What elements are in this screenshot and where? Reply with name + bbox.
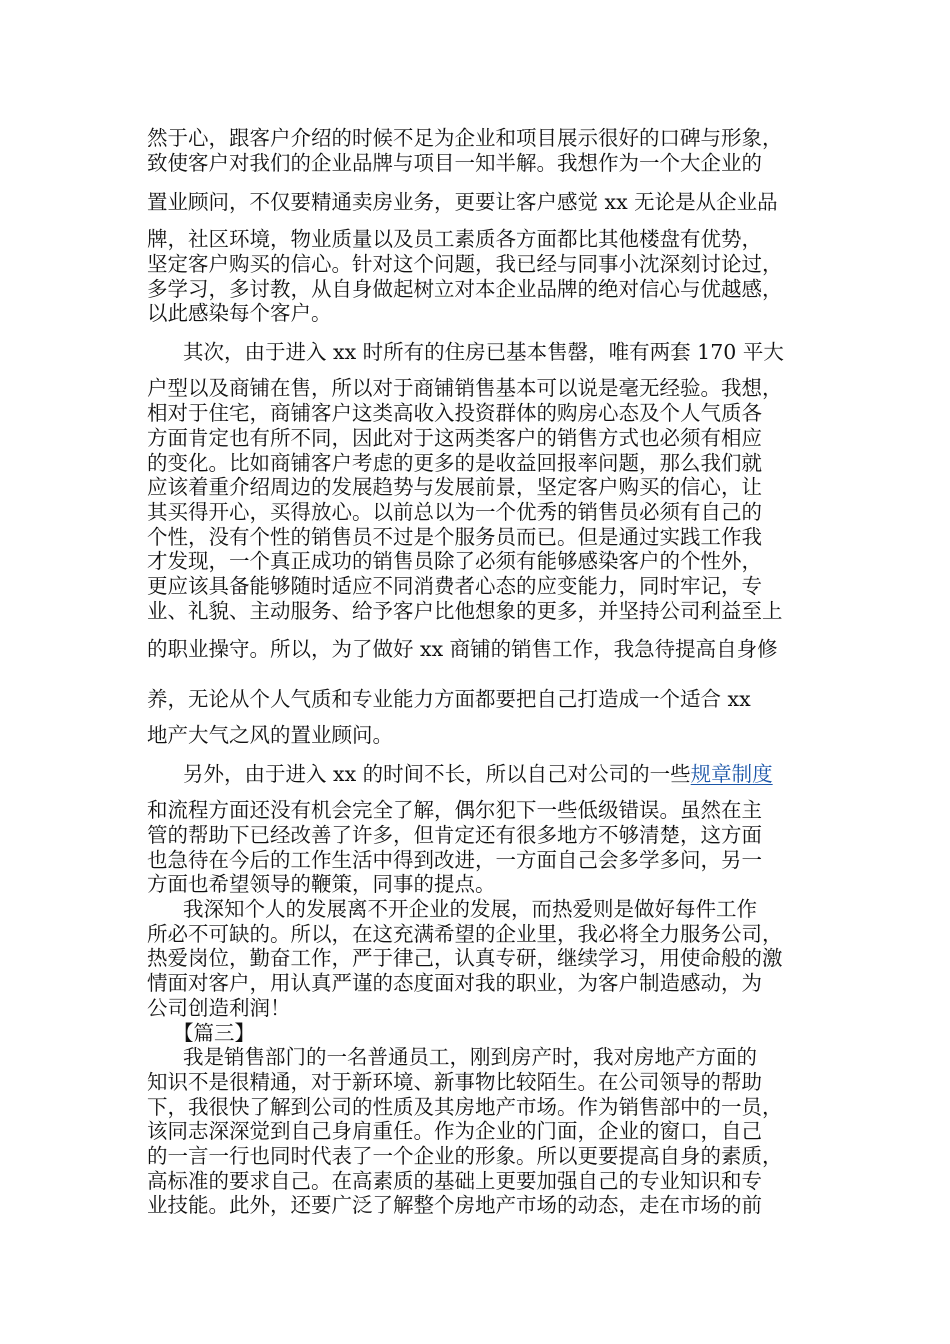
text-line: 牌，社区环境，物业质量以及员工素质各方面都比其他楼盘有优势， xyxy=(147,227,762,251)
text-line xyxy=(0,759,950,789)
text-line: 其买得开心，买得放心。以前总以为一个优秀的销售员必须有自己的 xyxy=(147,500,762,524)
text-line-start: 另外，由于进入 xx 的时间不长，所以自己对公司的一些 xyxy=(183,762,691,786)
text-line: 更应该具备能够随时适应不同消费者心态的应变能力，同时牢记，专 xyxy=(147,574,762,598)
text-line: 公司创造利润！ xyxy=(147,996,291,1020)
text-line: 高标准的要求自己。在高素质的基础上更要加强自己的专业知识和专 xyxy=(147,1169,762,1193)
text-line: 的职业操守。所以，为了做好 xx 商铺的销售工作，我急待提高自身修 xyxy=(147,637,778,661)
text-line: 下，我很快了解到公司的性质及其房地产市场。作为销售部中的一员， xyxy=(147,1095,783,1119)
text-line: 的一言一行也同时代表了一个企业的形象。所以更要提高自身的素质， xyxy=(147,1144,783,1168)
text-line: 方面也希望领导的鞭策，同事的提点。 xyxy=(147,872,496,896)
text-line: 致使客户对我们的企业品牌与项目一知半解。我想作为一个大企业的 xyxy=(147,151,762,175)
text-line: 我深知个人的发展离不开企业的发展，而热爱则是做好每件工作 xyxy=(183,897,757,921)
section-heading: 【篇三】 xyxy=(173,1021,255,1045)
text-line: 管的帮助下已经改善了许多，但肯定还有很多地方不够清楚，这方面 xyxy=(147,823,762,847)
text-line: 相对于住宅，商铺客户这类高收入投资群体的购房心态及个人气质各 xyxy=(147,401,762,425)
text-line: 方面肯定也有所不同，因此对于这两类客户的销售方式也必须有相应 xyxy=(147,426,762,450)
text-line: 然于心，跟客户介绍的时候不足为企业和项目展示很好的口碑与形象， xyxy=(147,126,783,150)
text-line: 以此感染每个客户。 xyxy=(147,301,332,325)
text-line: 地产大气之风的置业顾问。 xyxy=(147,723,393,747)
text-line: 业技能。此外，还要广泛了解整个房地产市场的动态，走在市场的前 xyxy=(147,1193,762,1217)
text-line: 热爱岗位，勤奋工作，严于律己，认真专研，继续学习，用使命般的激 xyxy=(147,946,783,970)
text-line: 户型以及商铺在售，所以对于商铺销售基本可以说是毫无经验。我想， xyxy=(147,376,783,400)
text-line: 其次，由于进入 xx 时所有的住房已基本售罄，唯有两套 170 平大 xyxy=(183,340,784,364)
text-line: 所必不可缺的。所以，在这充满希望的企业里，我必将全力服务公司， xyxy=(147,922,783,946)
text-line: 置业顾问，不仅要精通卖房业务，更要让客户感觉 xx 无论是从企业品 xyxy=(147,190,778,214)
text-line: 情面对客户，用认真严谨的态度面对我的职业，为客户制造感动，为 xyxy=(147,971,762,995)
text-line: 养，无论从个人气质和专业能力方面都要把自己打造成一个适合 xx xyxy=(147,687,751,711)
text-line: 才发现，一个真正成功的销售员除了必须有能够感染客户的个性外， xyxy=(147,549,762,573)
text-line: 知识不是很精通，对于新环境、新事物比较陌生。在公司领导的帮助 xyxy=(147,1070,762,1094)
text-line: 多学习，多讨教，从自身做起树立对本企业品牌的绝对信心与优越感， xyxy=(147,277,783,301)
text-line: 业、礼貌、主动服务、给予客户比他想象的更多，并坚持公司利益至上 xyxy=(147,599,783,623)
text-line: 也急待在今后的工作生活中得到改进，一方面自己会多学多问，另一 xyxy=(147,848,762,872)
text-line: 个性，没有个性的销售员不过是个服务员而已。但是通过实践工作我 xyxy=(147,525,762,549)
text-line: 坚定客户购买的信心。针对这个问题，我已经与同事小沈深刻讨论过， xyxy=(147,252,783,276)
text-line: 该同志深深觉到自己身肩重任。作为企业的门面，企业的窗口，自己 xyxy=(147,1119,762,1143)
text-line: 的变化。比如商铺客户考虑的更多的是收益回报率问题，那么我们就 xyxy=(147,451,762,475)
text-line: 应该着重介绍周边的发展趋势与发展前景，坚定客户购买的信心，让 xyxy=(147,475,762,499)
regulations-link[interactable]: 规章制度 xyxy=(690,762,773,786)
text-line: 我是销售部门的一名普通员工，刚到房产时，我对房地产方面的 xyxy=(183,1045,757,1069)
text-line: 和流程方面还没有机会完全了解，偶尔犯下一些低级错误。虽然在主 xyxy=(147,798,762,822)
